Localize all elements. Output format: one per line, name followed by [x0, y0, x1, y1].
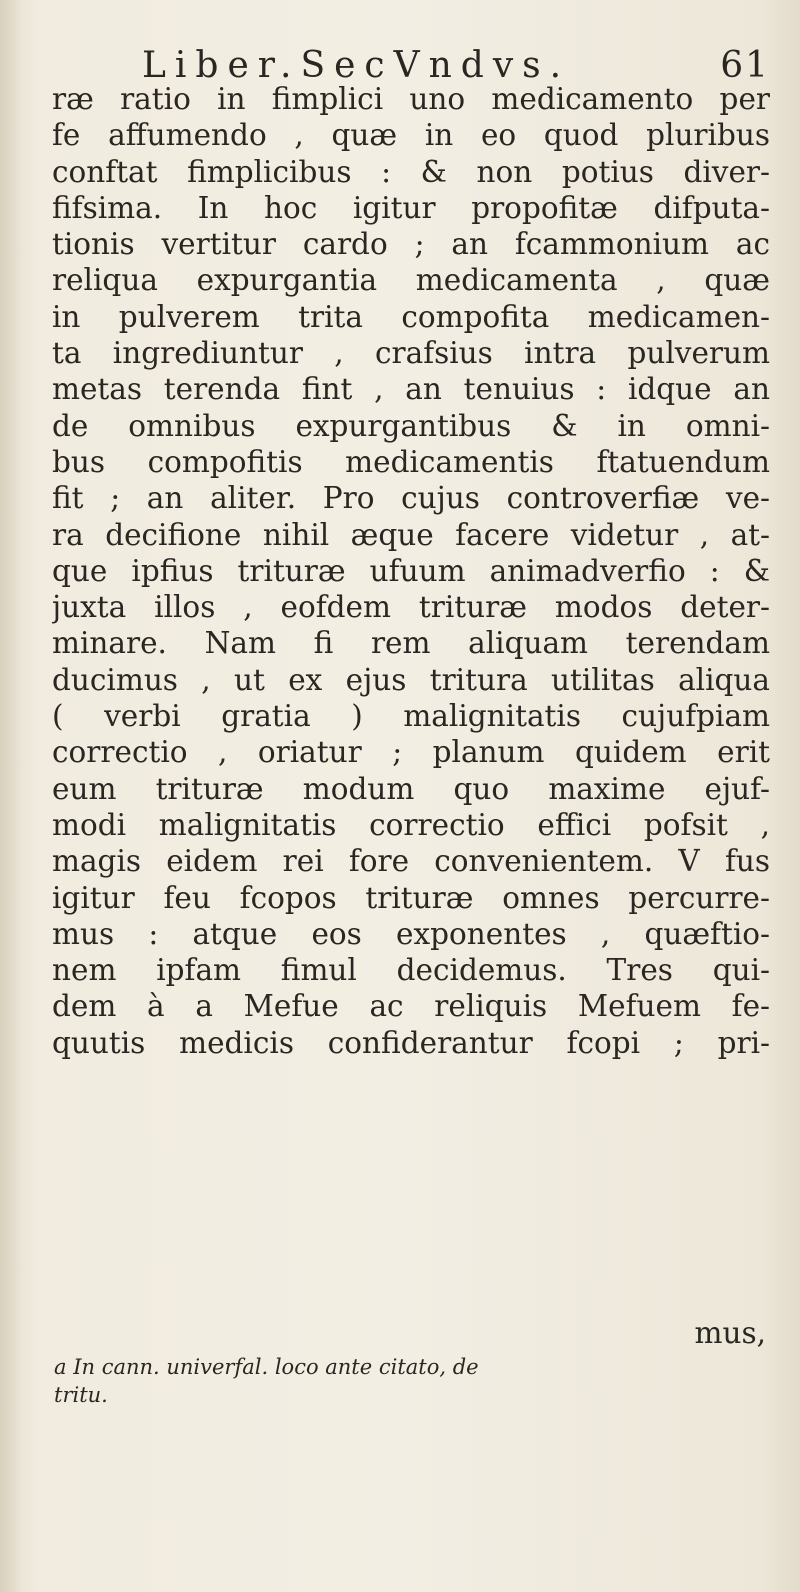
text-line: que ipfius trituræ ufuum animadverfio : & [52, 553, 770, 588]
text-line: metas terenda fint , an tenuius : idque an [52, 372, 770, 407]
running-title: Liber.SecVndvs. [142, 45, 571, 86]
text-line: in pulverem trita compofita medicamen- [52, 299, 770, 334]
catchword: mus, [694, 1316, 766, 1350]
text-line: ducimus , ut ex ejus tritura utilitas aliqua [52, 662, 770, 697]
footnote-line: a In cann. univerfal. loco ante citato, de [54, 1355, 479, 1379]
page-gutter-shadow [0, 0, 22, 1592]
text-line: correctio , oriatur ; planum quidem erit [52, 735, 770, 770]
text-line: dem à a Mefue ac reliquis Mefuem fe- [52, 989, 770, 1024]
text-line: minare. Nam fi rem aliquam terendam [52, 626, 770, 661]
footnote-line: tritu. [54, 1383, 108, 1407]
text-line: fifsima. In hoc igitur propofitæ difputa- [52, 190, 770, 225]
text-line: quutis medicis confiderantur fcopi ; pri- [52, 1025, 770, 1060]
text-line: ta ingrediuntur , crafsius intra pulverum [52, 336, 770, 371]
footnote [54, 1353, 654, 1409]
text-line: ræ ratio in fimplici uno medicamento per [52, 82, 770, 116]
text-line: igitur feu fcopos trituræ omnes percurre- [52, 880, 770, 915]
text-line: modi malignitatis correctio effici pofsit , [52, 807, 770, 842]
text-line: conftat fimplicibus : & non potius diver- [52, 154, 770, 189]
text-line: mus : atque eos exponentes , quæftio- [52, 916, 770, 951]
page-number: 61 [720, 45, 770, 86]
text-line: fe affumendo , quæ in eo quod pluribus [52, 118, 770, 153]
text-line: tionis vertitur cardo ; an fcammonium ac [52, 227, 770, 262]
text-line: de omnibus expurgantibus & in omni- [52, 408, 770, 443]
body-text [52, 81, 770, 1061]
text-line: fit ; an aliter. Pro cujus controverfiæ ve- [52, 481, 770, 516]
text-line: juxta illos , eofdem trituræ modos deter- [52, 590, 770, 625]
text-line: nem ipfam fimul decidemus. Tres qui- [52, 953, 770, 988]
text-line: ra decifione nihil æque facere videtur , at- [52, 517, 770, 552]
text-line: reliqua expurgantia medicamenta , quæ [52, 263, 770, 298]
text-line: magis eidem rei fore convenientem. V fus [52, 844, 770, 879]
text-line: eum trituræ modum quo maxime ejuf- [52, 771, 770, 806]
text-line: bus compofitis medicamentis ftatuendum [52, 444, 770, 479]
text-line: ( verbi gratia ) malignitatis cujufpiam [52, 699, 770, 734]
